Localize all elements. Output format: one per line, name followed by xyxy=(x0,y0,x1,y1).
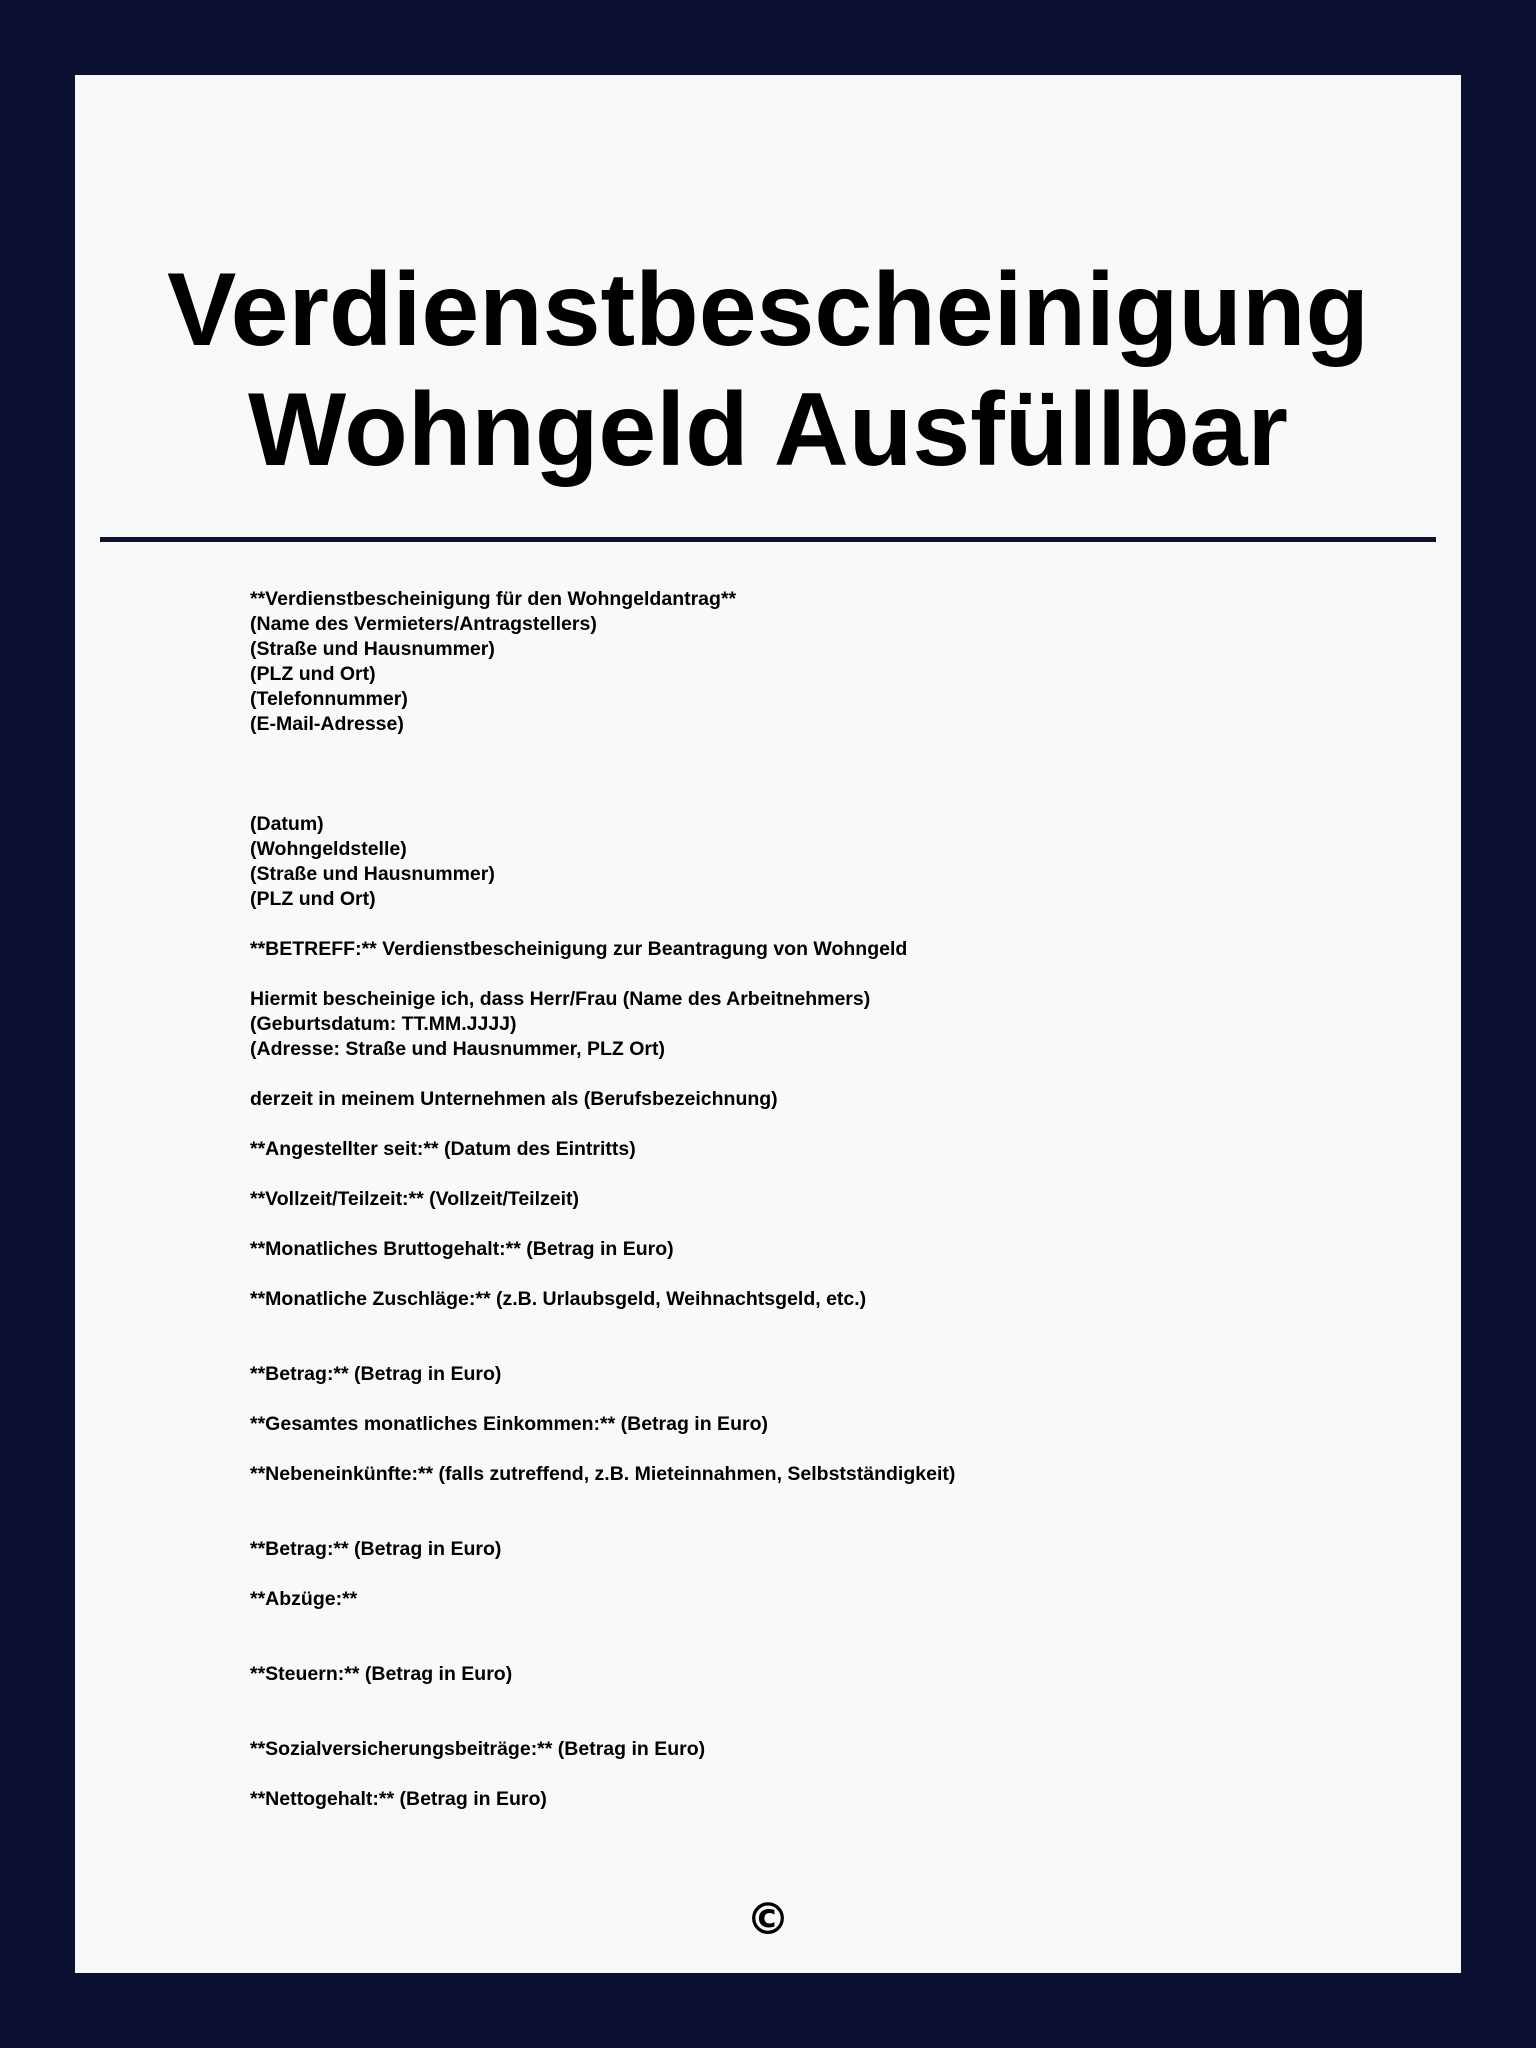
document-line: **Steuern:** (Betrag in Euro) xyxy=(250,1663,513,1685)
document-line: (Wohngeldstelle) xyxy=(250,838,407,860)
document-line: **Nettogehalt:** (Betrag in Euro) xyxy=(250,1788,547,1810)
document-line: **Vollzeit/Teilzeit:** (Vollzeit/Teilzeit) xyxy=(250,1188,580,1210)
blank-line xyxy=(250,1712,1350,1737)
blank-line xyxy=(250,1162,1350,1187)
blank-line xyxy=(250,787,1350,812)
document-line: (Datum) xyxy=(250,813,324,835)
title-line-2: Wohngeld Ausfüllbar xyxy=(248,372,1288,488)
blank-line xyxy=(250,1062,1350,1087)
blank-line xyxy=(250,1437,1350,1462)
document-line: **Monatliches Bruttogehalt:** (Betrag in Euro) xyxy=(250,1238,674,1260)
blank-line xyxy=(250,1112,1350,1137)
document-line: **Sozialversicherungsbeiträge:** (Betrag in Euro) xyxy=(250,1738,706,1760)
document-line: (Adresse: Straße und Hausnummer, PLZ Ort) xyxy=(250,1038,665,1060)
document-page xyxy=(75,75,1461,1973)
document-line: Hiermit bescheinige ich, dass Herr/Frau (Name des Arbeitnehmers) xyxy=(250,988,871,1010)
copyright-icon: © xyxy=(746,1894,790,1945)
document-line: **Abzüge:** xyxy=(250,1588,358,1610)
title-line-1: Verdienstbescheinigung xyxy=(166,252,1370,368)
document-line: (PLZ und Ort) xyxy=(250,888,376,910)
blank-line xyxy=(250,1612,1350,1637)
document-line: **Angestellter seit:** (Datum des Eintritts) xyxy=(250,1138,636,1160)
blank-line xyxy=(250,1312,1350,1337)
document-line: (E-Mail-Adresse) xyxy=(250,713,404,735)
document-body xyxy=(250,587,1350,1812)
title-divider xyxy=(100,537,1436,542)
document-line: **Betrag:** (Betrag in Euro) xyxy=(250,1363,502,1385)
document-line: **Monatliche Zuschläge:** (z.B. Urlaubsgeld, Weihnachtsgeld, etc.) xyxy=(250,1288,867,1310)
blank-line xyxy=(250,1337,1350,1362)
blank-line xyxy=(250,962,1350,987)
document-line: (PLZ und Ort) xyxy=(250,663,376,685)
document-line: (Geburtsdatum: TT.MM.JJJJ) xyxy=(250,1013,517,1035)
blank-line xyxy=(250,1387,1350,1412)
blank-line xyxy=(250,1262,1350,1287)
document-line: (Telefonnummer) xyxy=(250,688,408,710)
blank-line xyxy=(250,1562,1350,1587)
document-line: (Straße und Hausnummer) xyxy=(250,863,495,885)
blank-line xyxy=(250,1212,1350,1237)
blank-line xyxy=(250,912,1350,937)
blank-line xyxy=(250,1487,1350,1512)
document-line: **Verdienstbescheinigung für den Wohngeldantrag** xyxy=(250,588,737,610)
document-line: derzeit in meinem Unternehmen als (Berufsbezeichnung) xyxy=(250,1088,778,1110)
blank-line xyxy=(250,1637,1350,1662)
document-line: **Nebeneinkünfte:** (falls zutreffend, z.B. Mieteinnahmen, Selbstständigkeit) xyxy=(250,1463,956,1485)
blank-line xyxy=(250,737,1350,762)
document-line: **BETREFF:** Verdienstbescheinigung zur Beantragung von Wohngeld xyxy=(250,938,908,960)
blank-line xyxy=(250,1512,1350,1537)
document-title xyxy=(75,250,1461,490)
document-line: **Gesamtes monatliches Einkommen:** (Betrag in Euro) xyxy=(250,1413,768,1435)
blank-line xyxy=(250,762,1350,787)
document-line: **Betrag:** (Betrag in Euro) xyxy=(250,1538,502,1560)
document-line: (Straße und Hausnummer) xyxy=(250,638,495,660)
blank-line xyxy=(250,1687,1350,1712)
document-line: (Name des Vermieters/Antragstellers) xyxy=(250,613,597,635)
blank-line xyxy=(250,1762,1350,1787)
